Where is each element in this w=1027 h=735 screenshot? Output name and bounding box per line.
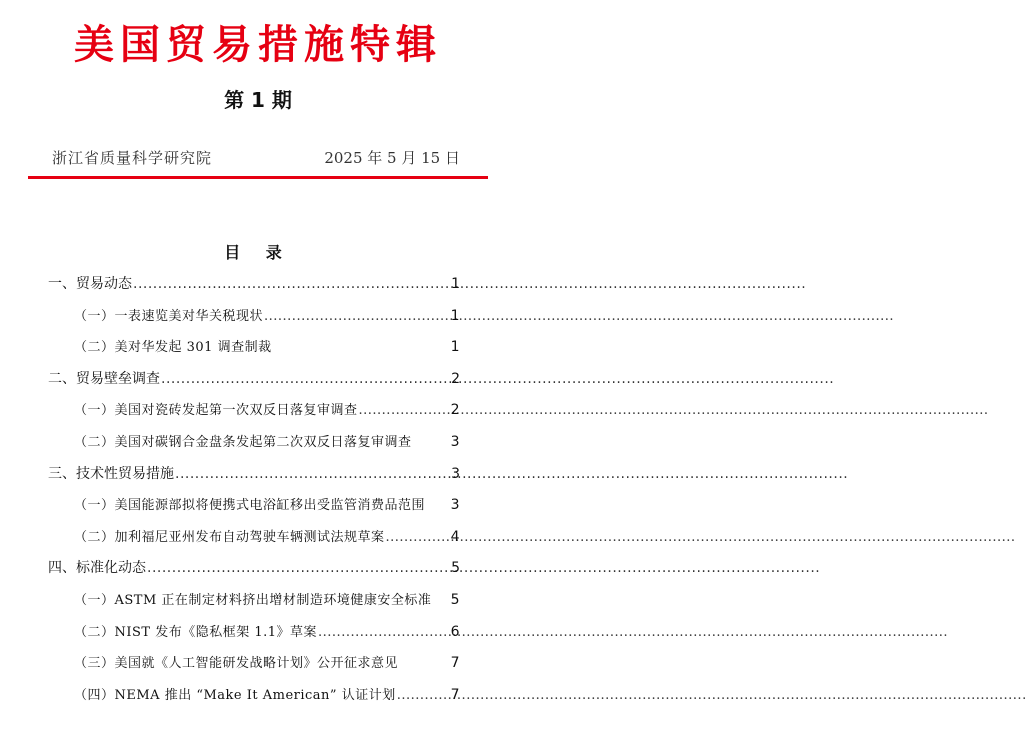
toc-item-301-investigation[interactable] [48,335,460,367]
toc-page-number: 1 [451,276,460,292]
toc-page-number: 3 [451,465,460,482]
toc-entry-text: （二）美国对碳钢合金盘条发起第二次双反日落复审调查 [74,434,412,450]
toc-entry-text: （一）美国能源部拟将便携式电浴缸移出受监管消费品范围 [74,498,426,514]
toc-title: 目 录 [224,243,292,262]
toc-leader-dots [397,684,450,708]
toc-leader-dots [318,621,450,645]
toc-entry-text: （二）美对华发起 301 调查制裁 [74,340,272,356]
publication-meta [52,147,460,171]
toc-item-portable-bathtub[interactable] [48,493,460,525]
toc-entry-text: （二）加利福尼亚州发布自动驾驶车辆测试法规草案 [74,529,385,545]
toc-page-number: 2 [450,402,460,419]
toc-leader-dots [359,399,450,423]
table-of-contents [48,272,460,714]
toc-item-nist-privacy-framework[interactable] [48,620,460,652]
toc-page-number: 7 [450,686,460,703]
toc-section-technical-measures[interactable] [48,462,460,494]
toc-section-standardization[interactable] [48,556,460,588]
toc-leader-dots [161,367,450,391]
header-divider [28,176,488,179]
toc-item-wire-rod-review[interactable] [48,430,460,462]
toc-leader-dots [264,305,450,329]
toc-page-number: 3 [450,433,460,450]
toc-item-tariff-overview[interactable] [48,304,460,336]
toc-page-number: 1 [450,339,460,356]
toc-entry-text: （二）NIST 发布《隐私框架 1.1》草案 [74,624,318,640]
masthead-title: 美国贸易措施特辑 [74,21,442,68]
toc-entry-text: （一）ASTM 正在制定材料挤出增材制造环境健康安全标准 [74,592,432,608]
toc-page-number: 1 [450,307,460,324]
toc-entry-text: （一）一表速览美对华关税现状 [74,308,264,324]
toc-entry-text: 三、技术性贸易措施 [48,465,174,482]
toc-page-number: 4 [450,528,460,545]
toc-entry-text: 四、标准化动态 [48,560,146,577]
toc-page-number: 5 [450,591,460,608]
toc-page-number: 7 [450,655,460,672]
toc-leader-dots [147,556,450,580]
issue-number: 第 1 期 [224,88,292,112]
toc-entry-text: 一、贸易动态 [48,276,132,292]
publication-date: 2025 年 5 月 15 日 [324,149,460,167]
toc-leader-dots [133,272,450,296]
toc-section-trade-barriers[interactable] [48,367,460,399]
toc-page-number: 3 [450,497,460,514]
toc-entry-text: （一）美国对瓷砖发起第一次双反日落复审调查 [74,403,358,419]
toc-section-trade-dynamics[interactable] [48,272,460,304]
publisher-name: 浙江省质量科学研究院 [52,149,213,167]
toc-page-number: 6 [450,623,460,640]
toc-entry-text: （三）美国就《人工智能研发战略计划》公开征求意见 [74,656,399,672]
toc-item-ai-strategy-comments[interactable] [48,651,460,683]
toc-item-astm-standard[interactable] [48,588,460,620]
toc-entry-text: （四）NEMA 推出 “Make It American” 认证计划 [74,687,396,703]
toc-page-number: 2 [451,370,460,387]
toc-item-autonomous-vehicle-draft[interactable] [48,525,460,557]
toc-item-nema-certification[interactable] [48,683,460,715]
toc-leader-dots [386,526,450,550]
toc-leader-dots [175,462,450,486]
toc-entry-text: 二、贸易壁垒调查 [48,370,160,387]
toc-page-number: 5 [451,560,460,577]
toc-item-ceramic-tile-review[interactable] [48,398,460,430]
